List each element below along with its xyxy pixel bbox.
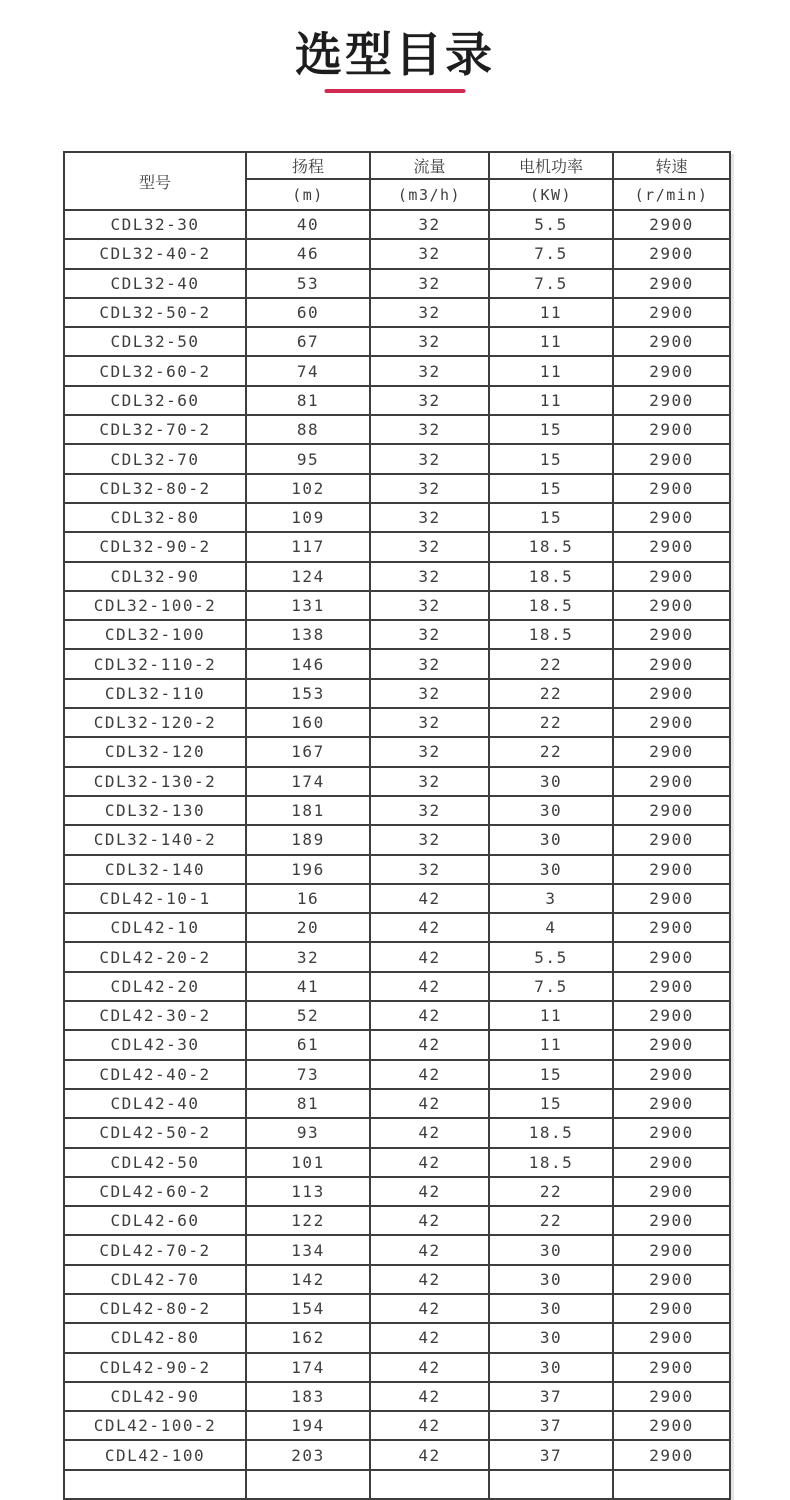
cell-model: CDL32-70 <box>64 444 246 473</box>
table-row <box>64 1148 730 1177</box>
cell-value: 2900 <box>613 913 730 942</box>
table-row <box>64 444 730 473</box>
cell-value: 42 <box>370 1001 489 1030</box>
table-row <box>64 1382 730 1411</box>
cell-value: 30 <box>489 1294 613 1323</box>
cell-model: CDL32-90-2 <box>64 532 246 561</box>
col-header-flow: 流量 <box>370 152 489 179</box>
table-row <box>64 1118 730 1147</box>
cell-value: 30 <box>489 796 613 825</box>
cell-value: 2900 <box>613 649 730 678</box>
cell-model: CDL32-40 <box>64 269 246 298</box>
table-row <box>64 708 730 737</box>
cell-value: 2900 <box>613 1294 730 1323</box>
cell-value: 2900 <box>613 767 730 796</box>
cell-model: CDL32-100 <box>64 620 246 649</box>
cell-value: 174 <box>246 767 370 796</box>
cell-value: 32 <box>370 474 489 503</box>
cell-value: 30 <box>489 1265 613 1294</box>
cell-value: 2900 <box>613 1206 730 1235</box>
cell-model: CDL32-110-2 <box>64 649 246 678</box>
cell-value: 42 <box>370 1411 489 1440</box>
table-row <box>64 796 730 825</box>
cell-value: 5.5 <box>489 942 613 971</box>
cell-value: 32 <box>370 269 489 298</box>
cell-value: 32 <box>370 591 489 620</box>
cell-model: CDL32-140 <box>64 855 246 884</box>
cell-value: 2900 <box>613 415 730 444</box>
cell-value: 42 <box>370 942 489 971</box>
cell-value: 22 <box>489 737 613 766</box>
table-row <box>64 269 730 298</box>
cell-model: CDL32-50 <box>64 327 246 356</box>
cell-model: CDL42-40-2 <box>64 1060 246 1089</box>
cell-value: 2900 <box>613 737 730 766</box>
cell-value: 22 <box>489 1177 613 1206</box>
header-row-labels <box>64 152 730 179</box>
cell-model: CDL32-100-2 <box>64 591 246 620</box>
cell-value: 2900 <box>613 298 730 327</box>
cell-value: 32 <box>370 444 489 473</box>
selection-table <box>63 151 731 1500</box>
cell-value: 37 <box>489 1382 613 1411</box>
cell-value: 40 <box>246 210 370 239</box>
cell-model: CDL32-50-2 <box>64 298 246 327</box>
table-row <box>64 1294 730 1323</box>
cell-value: 46 <box>246 239 370 268</box>
cell-value: 32 <box>370 386 489 415</box>
cell-value: 2900 <box>613 591 730 620</box>
cell-value: 11 <box>489 327 613 356</box>
cell-value: 11 <box>489 386 613 415</box>
cell-value: 42 <box>370 1118 489 1147</box>
cell-value: 22 <box>489 679 613 708</box>
cell-value: 160 <box>246 708 370 737</box>
table-row <box>64 1323 730 1352</box>
table-row <box>64 1206 730 1235</box>
cell-value: 32 <box>370 532 489 561</box>
cell-model: CDL32-130 <box>64 796 246 825</box>
table-row <box>64 942 730 971</box>
cell-value: 22 <box>489 1206 613 1235</box>
cell-value: 32 <box>370 825 489 854</box>
cell-model: CDL42-20 <box>64 972 246 1001</box>
cell-model: CDL42-30 <box>64 1030 246 1059</box>
cell-value: 2900 <box>613 708 730 737</box>
cell-value: 196 <box>246 855 370 884</box>
cell-model: CDL42-20-2 <box>64 942 246 971</box>
cell-value: 2900 <box>613 855 730 884</box>
cell-value: 181 <box>246 796 370 825</box>
cell-value: 2900 <box>613 679 730 708</box>
col-unit-power: (KW) <box>489 179 613 210</box>
cell-value: 2900 <box>613 942 730 971</box>
cell-value: 42 <box>370 1089 489 1118</box>
table-row <box>64 1440 730 1469</box>
cell-value: 32 <box>370 679 489 708</box>
cell-model: CDL42-60-2 <box>64 1177 246 1206</box>
cell-model: CDL32-90 <box>64 562 246 591</box>
cell-value: 32 <box>370 796 489 825</box>
cell-value: 134 <box>246 1235 370 1264</box>
cell-value: 2900 <box>613 356 730 385</box>
cell-value: 101 <box>246 1148 370 1177</box>
cell-value: 3 <box>489 884 613 913</box>
cell-model: CDL42-40 <box>64 1089 246 1118</box>
cell-value: 30 <box>489 767 613 796</box>
table-row <box>64 620 730 649</box>
cell-value: 42 <box>370 1294 489 1323</box>
cell-value: 42 <box>370 1060 489 1089</box>
cell-value: 42 <box>370 913 489 942</box>
cell-model: CDL42-50-2 <box>64 1118 246 1147</box>
col-unit-head: (m) <box>246 179 370 210</box>
table-row <box>64 649 730 678</box>
cell-value: 18.5 <box>489 1148 613 1177</box>
table-row <box>64 767 730 796</box>
cell-value: 30 <box>489 855 613 884</box>
cell-value: 32 <box>370 562 489 591</box>
cell-value: 18.5 <box>489 620 613 649</box>
cell-value: 2900 <box>613 474 730 503</box>
cell-value: 18.5 <box>489 562 613 591</box>
table-row <box>64 1030 730 1059</box>
cell-value: 53 <box>246 269 370 298</box>
table-row <box>64 1265 730 1294</box>
cell-value: 15 <box>489 474 613 503</box>
cell-value: 11 <box>489 298 613 327</box>
cell-value: 2900 <box>613 1323 730 1352</box>
cell-value: 42 <box>370 1206 489 1235</box>
cell-value: 88 <box>246 415 370 444</box>
cell-value: 32 <box>370 503 489 532</box>
cell-value: 2900 <box>613 1148 730 1177</box>
cell-model: CDL32-30 <box>64 210 246 239</box>
cell-value: 2900 <box>613 796 730 825</box>
table-row <box>64 913 730 942</box>
cell-value: 32 <box>370 210 489 239</box>
cell-value: 2900 <box>613 1382 730 1411</box>
cell-value: 32 <box>370 649 489 678</box>
cell-value: 42 <box>370 884 489 913</box>
cell-model: CDL42-90-2 <box>64 1353 246 1382</box>
table-row <box>64 884 730 913</box>
table-row <box>64 855 730 884</box>
cell-value: 124 <box>246 562 370 591</box>
cell-value: 32 <box>370 415 489 444</box>
cell-value: 60 <box>246 298 370 327</box>
cell-value: 122 <box>246 1206 370 1235</box>
cell-value: 2900 <box>613 1235 730 1264</box>
cell-value: 42 <box>370 1177 489 1206</box>
cell-value: 7.5 <box>489 239 613 268</box>
cell-value: 15 <box>489 415 613 444</box>
cell-value: 32 <box>246 942 370 971</box>
cell-model: CDL42-60 <box>64 1206 246 1235</box>
cell-value: 42 <box>370 1265 489 1294</box>
table-row <box>64 298 730 327</box>
cell-value: 2900 <box>613 620 730 649</box>
table-row <box>64 972 730 1001</box>
table-body <box>64 210 730 1499</box>
cell-value: 142 <box>246 1265 370 1294</box>
cell-value: 41 <box>246 972 370 1001</box>
table-row <box>64 1235 730 1264</box>
cell-value: 2900 <box>613 1118 730 1147</box>
cell-value: 2900 <box>613 1060 730 1089</box>
cell-model: CDL42-100-2 <box>64 1411 246 1440</box>
table-row <box>64 1353 730 1382</box>
cell-value: 7.5 <box>489 269 613 298</box>
cell-value: 42 <box>370 1148 489 1177</box>
table-row <box>64 239 730 268</box>
cell-model: CDL42-80 <box>64 1323 246 1352</box>
cell-value: 42 <box>370 1382 489 1411</box>
table-row <box>64 327 730 356</box>
cell-value: 32 <box>370 327 489 356</box>
cell-value: 32 <box>370 708 489 737</box>
cell-value: 2900 <box>613 269 730 298</box>
cell-value: 117 <box>246 532 370 561</box>
cell-value: 42 <box>370 1440 489 1469</box>
cell-model: CDL42-90 <box>64 1382 246 1411</box>
cell-model: CDL32-80 <box>64 503 246 532</box>
table-row <box>64 1089 730 1118</box>
cell-value: 5.5 <box>489 210 613 239</box>
cell-value: 102 <box>246 474 370 503</box>
cell-value: 2900 <box>613 444 730 473</box>
cell-model: CDL42-10-1 <box>64 884 246 913</box>
cell-empty <box>613 1470 730 1499</box>
cell-value: 32 <box>370 620 489 649</box>
cell-value: 2900 <box>613 1001 730 1030</box>
cell-value: 16 <box>246 884 370 913</box>
cell-empty <box>246 1470 370 1499</box>
cell-value: 194 <box>246 1411 370 1440</box>
cell-value: 52 <box>246 1001 370 1030</box>
cell-value: 7.5 <box>489 972 613 1001</box>
cell-model: CDL42-70-2 <box>64 1235 246 1264</box>
cell-value: 2900 <box>613 503 730 532</box>
table-row <box>64 356 730 385</box>
cell-value: 42 <box>370 1323 489 1352</box>
cell-value: 174 <box>246 1353 370 1382</box>
title-underline <box>325 89 466 93</box>
cell-value: 2900 <box>613 1089 730 1118</box>
col-header-head: 扬程 <box>246 152 370 179</box>
table-row <box>64 1001 730 1030</box>
cell-value: 81 <box>246 386 370 415</box>
cell-model: CDL42-100 <box>64 1440 246 1469</box>
cell-value: 95 <box>246 444 370 473</box>
cell-value: 32 <box>370 239 489 268</box>
cell-model: CDL42-80-2 <box>64 1294 246 1323</box>
cell-empty <box>489 1470 613 1499</box>
table-row <box>64 532 730 561</box>
table-row <box>64 210 730 239</box>
table-row <box>64 474 730 503</box>
cell-model: CDL32-60 <box>64 386 246 415</box>
cell-value: 189 <box>246 825 370 854</box>
table-row <box>64 415 730 444</box>
cell-value: 32 <box>370 298 489 327</box>
col-header-model: 型号 <box>64 152 246 210</box>
cell-model: CDL42-30-2 <box>64 1001 246 1030</box>
cell-value: 2900 <box>613 1411 730 1440</box>
cell-value: 162 <box>246 1323 370 1352</box>
cell-value: 2900 <box>613 1353 730 1382</box>
cell-value: 32 <box>370 767 489 796</box>
cell-value: 113 <box>246 1177 370 1206</box>
table-header <box>64 152 730 210</box>
cell-model: CDL32-60-2 <box>64 356 246 385</box>
cell-value: 2900 <box>613 562 730 591</box>
cell-value: 15 <box>489 503 613 532</box>
cell-value: 74 <box>246 356 370 385</box>
cell-value: 30 <box>489 1353 613 1382</box>
cell-model: CDL32-120 <box>64 737 246 766</box>
cell-value: 18.5 <box>489 532 613 561</box>
cell-model: CDL32-110 <box>64 679 246 708</box>
table-row <box>64 562 730 591</box>
cell-value: 183 <box>246 1382 370 1411</box>
table-row <box>64 386 730 415</box>
table-row <box>64 679 730 708</box>
cell-value: 2900 <box>613 825 730 854</box>
cell-value: 109 <box>246 503 370 532</box>
cell-value: 2900 <box>613 532 730 561</box>
cell-value: 32 <box>370 356 489 385</box>
table-row <box>64 737 730 766</box>
cell-empty <box>64 1470 246 1499</box>
cell-value: 2900 <box>613 327 730 356</box>
cell-model: CDL42-70 <box>64 1265 246 1294</box>
cell-value: 15 <box>489 1060 613 1089</box>
cell-value: 67 <box>246 327 370 356</box>
cell-value: 22 <box>489 649 613 678</box>
cell-value: 18.5 <box>489 591 613 620</box>
cell-model: CDL32-120-2 <box>64 708 246 737</box>
cell-value: 2900 <box>613 239 730 268</box>
cell-value: 32 <box>370 855 489 884</box>
cell-value: 30 <box>489 1235 613 1264</box>
cell-value: 32 <box>370 737 489 766</box>
cell-value: 11 <box>489 1001 613 1030</box>
table-row <box>64 591 730 620</box>
table-row <box>64 1411 730 1440</box>
cell-value: 2900 <box>613 884 730 913</box>
cell-value: 154 <box>246 1294 370 1323</box>
cell-value: 2900 <box>613 1440 730 1469</box>
cell-value: 15 <box>489 444 613 473</box>
cell-value: 11 <box>489 1030 613 1059</box>
page-title: 选型目录 <box>295 28 495 83</box>
cell-value: 131 <box>246 591 370 620</box>
cell-model: CDL42-50 <box>64 1148 246 1177</box>
cell-model: CDL32-130-2 <box>64 767 246 796</box>
table-row <box>64 825 730 854</box>
cell-value: 73 <box>246 1060 370 1089</box>
cell-value: 167 <box>246 737 370 766</box>
table-row <box>64 1177 730 1206</box>
cell-value: 30 <box>489 825 613 854</box>
cell-value: 146 <box>246 649 370 678</box>
cell-value: 4 <box>489 913 613 942</box>
cell-model: CDL32-140-2 <box>64 825 246 854</box>
cell-value: 42 <box>370 1235 489 1264</box>
cell-value: 2900 <box>613 386 730 415</box>
cell-value: 20 <box>246 913 370 942</box>
col-header-speed: 转速 <box>613 152 730 179</box>
cell-value: 37 <box>489 1411 613 1440</box>
cell-value: 203 <box>246 1440 370 1469</box>
cell-value: 30 <box>489 1323 613 1352</box>
cell-model: CDL32-40-2 <box>64 239 246 268</box>
cell-value: 138 <box>246 620 370 649</box>
cell-value: 37 <box>489 1440 613 1469</box>
cell-value: 22 <box>489 708 613 737</box>
cell-value: 42 <box>370 972 489 1001</box>
cell-model: CDL32-80-2 <box>64 474 246 503</box>
cell-value: 11 <box>489 356 613 385</box>
cell-value: 93 <box>246 1118 370 1147</box>
cell-value: 2900 <box>613 972 730 1001</box>
col-header-power: 电机功率 <box>489 152 613 179</box>
cell-value: 2900 <box>613 1030 730 1059</box>
cell-value: 42 <box>370 1353 489 1382</box>
col-unit-flow: (m3/h) <box>370 179 489 210</box>
col-unit-speed: (r/min) <box>613 179 730 210</box>
cell-value: 2900 <box>613 1265 730 1294</box>
cell-model: CDL32-70-2 <box>64 415 246 444</box>
cell-value: 15 <box>489 1089 613 1118</box>
table-row-partial <box>64 1470 730 1499</box>
cell-value: 42 <box>370 1030 489 1059</box>
table-row <box>64 503 730 532</box>
cell-value: 2900 <box>613 1177 730 1206</box>
cell-empty <box>370 1470 489 1499</box>
cell-value: 81 <box>246 1089 370 1118</box>
cell-value: 153 <box>246 679 370 708</box>
cell-model: CDL42-10 <box>64 913 246 942</box>
cell-value: 61 <box>246 1030 370 1059</box>
cell-value: 18.5 <box>489 1118 613 1147</box>
table-row <box>64 1060 730 1089</box>
cell-value: 2900 <box>613 210 730 239</box>
